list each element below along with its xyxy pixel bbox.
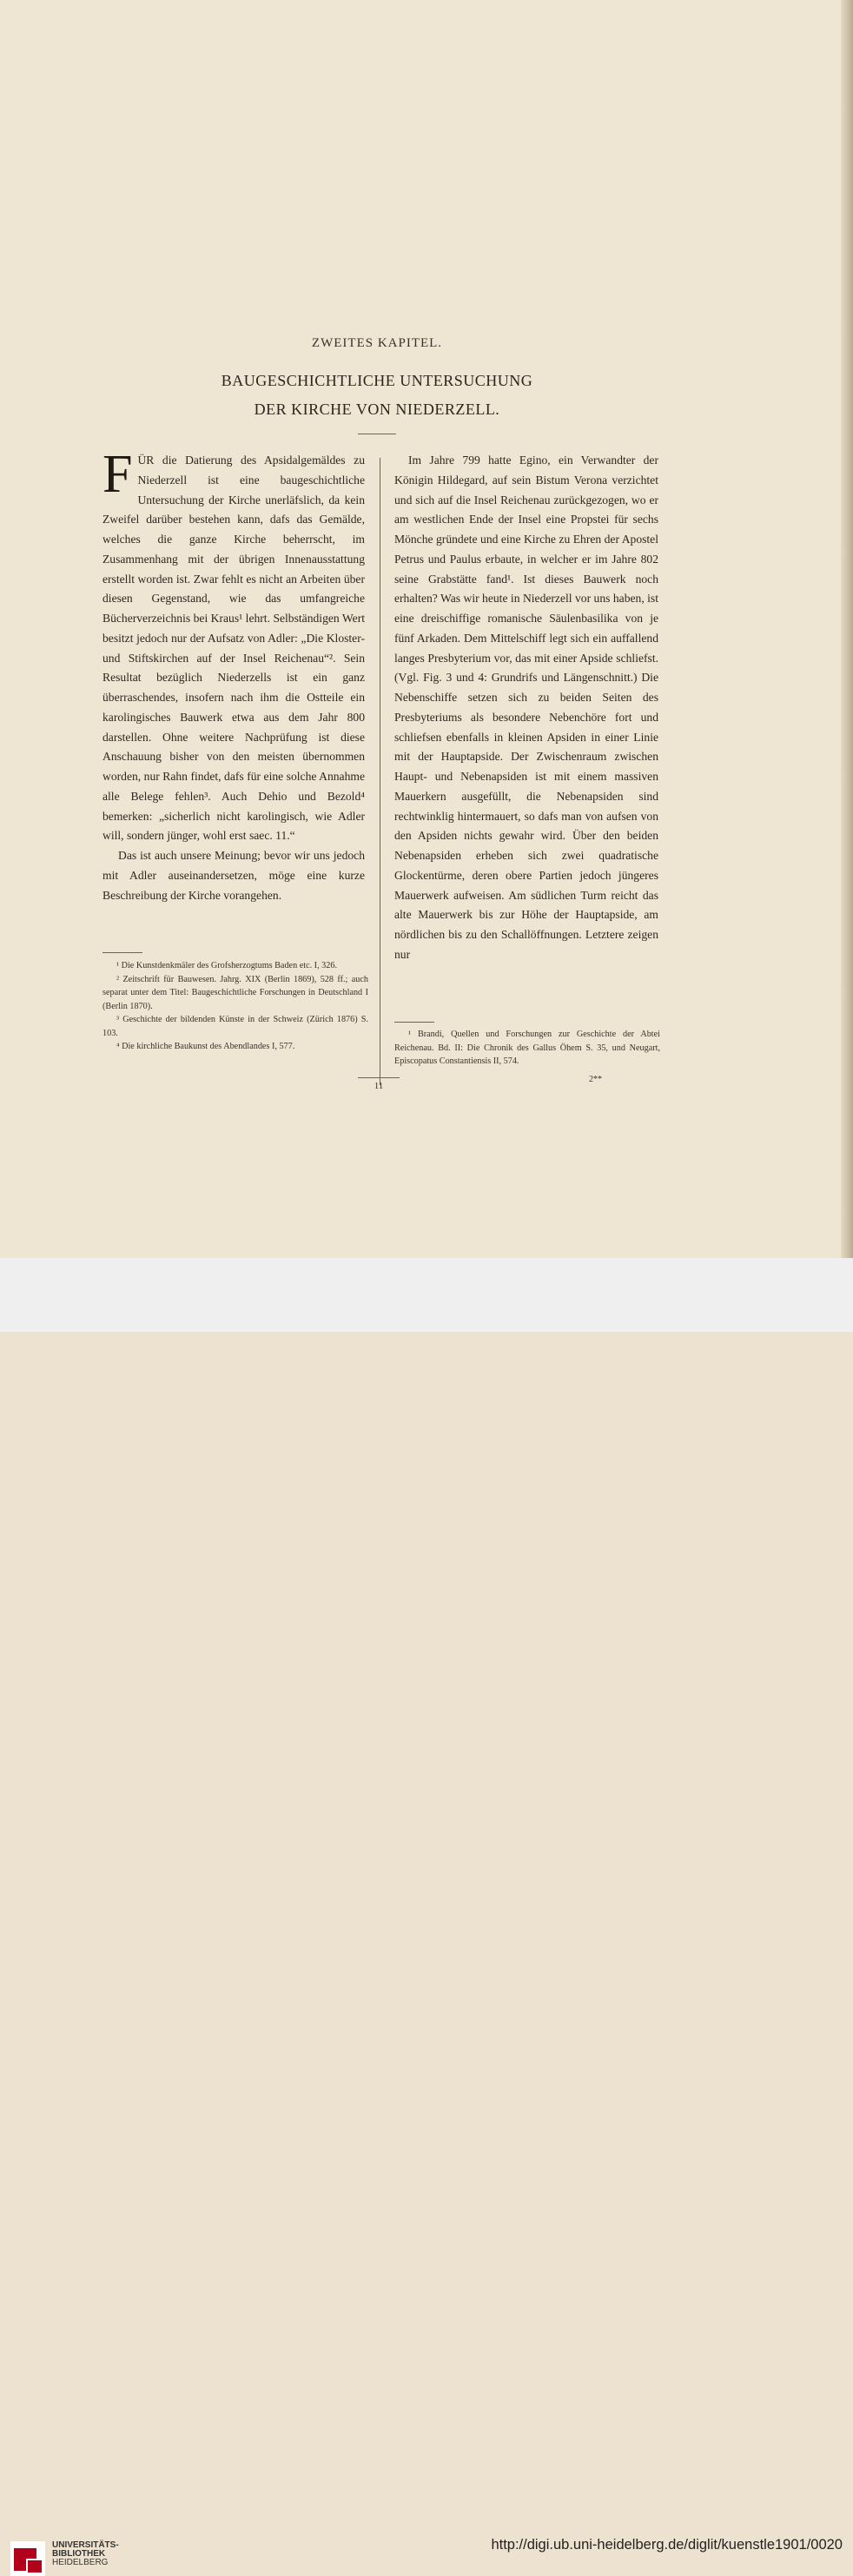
footnotes-left <box>102 959 368 1054</box>
university-library-logo-icon[interactable] <box>10 2541 45 2576</box>
footnote: ² Zeitschrift für Bauwesen. Jahrg. XIX (Berlin 1869), 528 ff.; auch separat unter dem Titel: Baugeschichtliche Forschungen in Deutschland I (Berlin 1870). <box>102 974 368 1011</box>
signature-mark: 2** <box>589 1075 602 1084</box>
library-name <box>52 2541 119 2567</box>
right-paragraph-1: Im Jahre 799 hatte Egino, ein Verwandter der Königin Hildegard, auf sein Bistum Verona verzichtet und sich auf die Insel Reichenau zurückgezogen, wo er am westlichen Ende der Insel eine Propstei für sechs Mönche gründete und eine Kirche zu Ehren der Apostel Petrus und Paulus erbaute, in welcher er im Jahre 802 seine Grabstätte fand¹. Ist dieses Bauwerk noch erhalten? Was wir heute in Niederzell vor uns haben, ist eine dreischiffige romanische Säulenbasilika von je fünf Arkaden. Dem Mittelschiff legt sich ein auffallend langes Presbyterium vor, das mit einer Apside schliefst. (Vgl. Fig. 3 und 4: Grundrifs und Längenschnitt.) Die Nebenschiffe setzen sich zu beiden Seiten des Presbyteriums als besondere Nebenchöre fort und schliefsen ebenfalls in kleinen Apsiden in einer Linie mit der Hauptapside. Der Zwischenraum zwischen Haupt- und Nebenapsiden ist mit einem massiven Mauerkern ausgefüllt, die Nebenapsiden sind rechtwinklig hintermauert, so dafs man von aufsen von den Apsiden nichts gewahr wird. Über den beiden Nebenapsiden erheben sich zwei quadratische Glockentürme, deren obere Partien jedoch jüngeres Mauerwerk aufweisen. Am südlichen Turm reicht das alte Mauerwerk bis zur Höhe der Hauptapside, am nördlichen bis zu den Schallöffnungen. Letztere zeigen nur <box>394 454 658 961</box>
left-paragraph-1: ÜR die Datierung des Apsidalgemäldes zu Niederzell ist eine baugeschichtliche Untersuchung der Kirche unerläfslich, da kein Zweifel darüber bestehen kann, dafs das Gemälde, welches die ganze Kirche beherrscht, im Zusammenhang mit der übrigen Innenausstattung erstellt worden ist. Zwar fehlt es nicht an Arbeiten über diesen Gegenstand, wie das umfangreiche Bücherverzeichnis bei Kraus¹ lehrt. Selbständigen Wert besitzt jedoch nur der Aufsatz von Adler: „Die Kloster- und Stiftskirchen auf der Insel Reichenau“². Sein Resultat bezüglich Niederzells ist ein ganz überraschendes, insofern nach ihm die Ostteile ein karolingisches Bauwerk etwa aus dem Jahr 800 darstellen. Ohne weitere Nachprüfung ist diese Anschauung bisher von den meisten übernommen worden, nur Rahn findet, dafs für eine solche Annahme alle Belege fehlen³. Auch Dehio und Bezold⁴ bemerken: „sicherlich nicht karolingisch, wie Adler will, sondern jünger, wohl erst saec. 11.“ <box>102 454 365 843</box>
footnote-rule-right <box>394 1022 434 1023</box>
footnote: ³ Geschichte der bildenden Künste in der Schweiz (Zürich 1876) S. 103. <box>102 1015 368 1038</box>
left-paragraph-2: Das ist auch unsere Meinung; bevor wir uns jedoch mit Adler auseinandersetzen, möge eine kurze Beschreibung der Kirche vorangehen. <box>102 849 365 902</box>
viewer-footer <box>0 1258 853 2567</box>
footnotes-right <box>394 1028 660 1069</box>
page-number-rule <box>358 1077 400 1078</box>
book-spine-shadow <box>841 0 853 1258</box>
library-name-line2: BIBLIOTHEK <box>52 2549 106 2559</box>
library-name-line3: HEIDELBERG <box>52 2558 109 2567</box>
footnote: ¹ Brandi, Quellen und Forschungen zur Geschichte der Abtei Reichenau. Bd. II: Die Chronik des Gallus Öhem S. 35, und Neugart, Episcopatus Constantiensis II, 574. <box>394 1030 660 1066</box>
right-text-column <box>394 451 658 965</box>
footnote-rule-left <box>102 952 142 953</box>
scanned-page <box>0 0 853 1258</box>
library-name-line1: UNIVERSITÄTS- <box>52 2540 119 2550</box>
page-number: 11 <box>374 1081 384 1091</box>
footnote: ⁴ Die kirchliche Baukunst des Abendlandes I, 577. <box>116 1042 295 1051</box>
left-text-column <box>102 445 365 905</box>
chapter-title-line1: BAUGESCHICHTLICHE UNTERSUCHUNG <box>221 372 533 389</box>
chapter-label: ZWEITES KAPITEL. <box>311 336 443 350</box>
drop-initial: F <box>102 445 133 504</box>
footnote: ¹ Die Kunstdenkmäler des Grofsherzogtums Baden etc. I, 326. <box>116 961 337 970</box>
permalink-url[interactable]: http://digi.ub.uni-heidelberg.de/diglit/kuenstle1901/0020 <box>491 2537 843 2553</box>
chapter-title-line2: DER KIRCHE VON NIEDERZELL. <box>254 401 500 418</box>
